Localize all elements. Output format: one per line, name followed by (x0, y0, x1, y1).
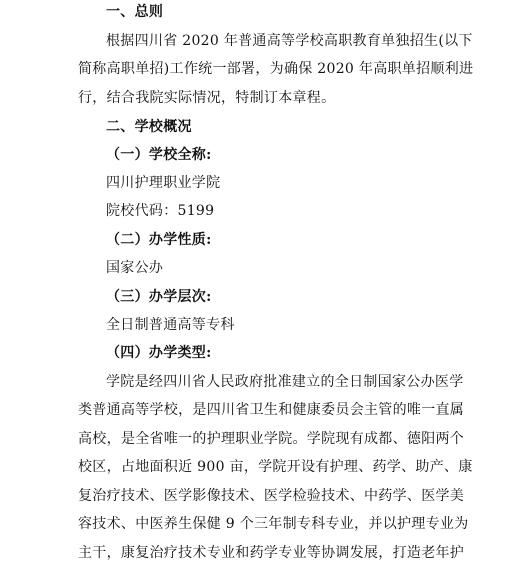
subheading-school-name: （一）学校全称: (106, 147, 212, 163)
subheading-school-type: （四）办学类型: (106, 345, 212, 361)
paragraph-line: 容技术、中医养生保健 9 个三年制专科专业，并以护理专业为 (78, 516, 469, 532)
paragraph-line: 学院是经四川省人民政府批准建立的全日制国家公办医学 (106, 374, 464, 390)
paragraph-line: 校区，占地面积近 900 亩，学院开设有护理、药学、助产、康 (78, 459, 473, 475)
school-level-value: 全日制普通高等专科 (106, 317, 235, 333)
paragraph-line: 主干，康复治疗技术专业和药学专业等协调发展，打造老年护 (78, 545, 465, 561)
section-heading-school-overview: 二、学校概况 (106, 119, 192, 135)
section-heading-general: 一、总则 (106, 4, 164, 20)
paragraph-line: 高校，是全省唯一的护理职业学院。学院现有成都、德阳两个 (78, 431, 465, 447)
school-nature-value: 国家公办 (106, 260, 164, 276)
school-full-name: 四川护理职业学院 (106, 175, 221, 191)
paragraph-line: 根据四川省 2020 年普通高等学校高职教育单独招生(以下 (106, 33, 473, 49)
paragraph-line: 类普通高等学校，是四川省卫生和健康委员会主管的唯一直属 (78, 402, 465, 418)
school-code: 院校代码：5199 (106, 203, 215, 219)
subheading-school-nature: （二）办学性质: (106, 232, 212, 248)
paragraph-line: 行，结合我院实际情况，特制订本章程。 (78, 90, 336, 106)
paragraph-line: 复治疗技术、医学影像技术、医学检验技术、中药学、医学美 (78, 488, 465, 504)
paragraph-line: 简称高职单招)工作统一部署，为确保 2020 年高职单招顺利进 (78, 61, 474, 77)
subheading-school-level: （三）办学层次: (106, 289, 212, 305)
